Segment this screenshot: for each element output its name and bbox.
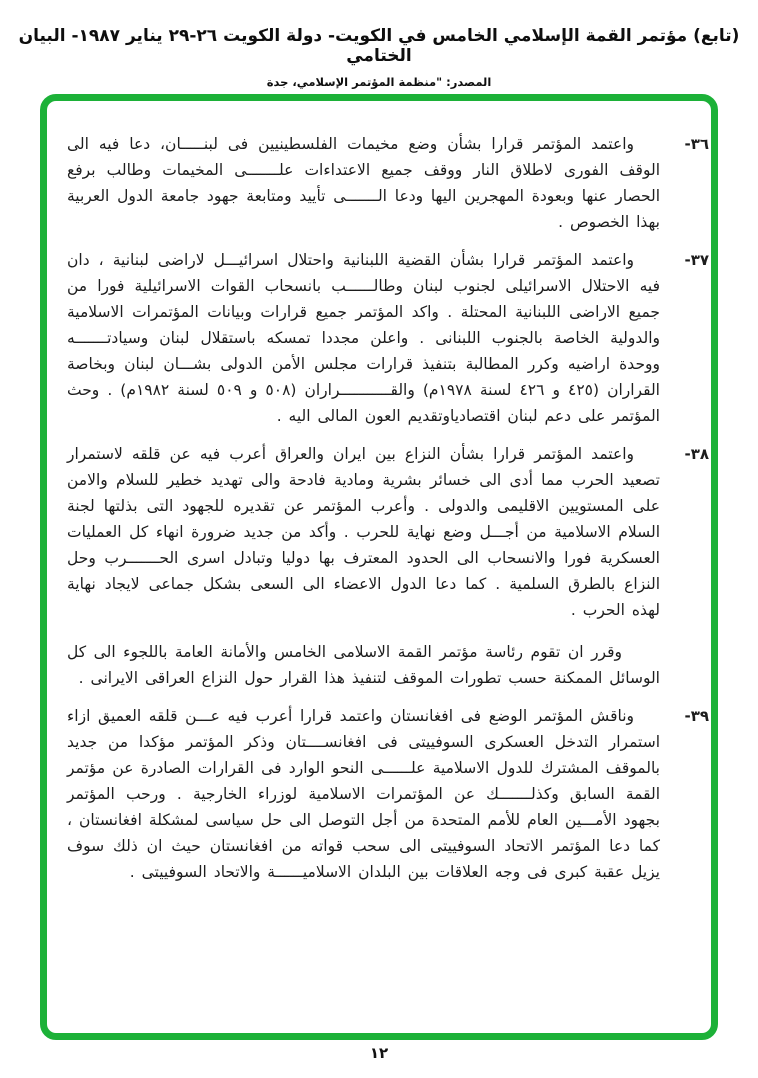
paragraph-39-text: وناقش المؤتمر الوضع فى افغانستان واعتمد قرارا أعرب فيه عـــن قلقه العميق ازاء استمرار التدخل العسكرى السوفييتى فى افغانســــتان وذكر المؤتمر مؤكدا من جديد بالموقف المشترك للدول الاسلامية علــــــى النحو الوارد فى القرارات الصادرة عن مؤتمر القمة السابق وكذلـــــــك عن المؤتمرات الاسلامية لوزراء الخارجية . ورحب المؤتمر بجهود الأمـــين العام للأمم المتحدة من أجل التوصل الى حل سياسى لمشكلة افغانستان ، كما دعا المؤتمر الاتحاد السوفييتى الى سحب قواته من افغانستان حيث ان ذلك سوف يزيل عقبة كبرى فى وجه العلاقات بين البلدان الاسلاميــــــة والاتحاد السوفييتى . [67, 707, 660, 881]
paragraph-38-text: واعتمد المؤتمر قرارا بشأن النزاع بين ايران والعراق أعرب فيه عن قلقه لاستمرار تصعيد الحرب مما أدى الى خسائر بشرية ومادية فادحة والى تهديد خطير للسلام والامن على المستويين الاقليمى والدولى . وأعرب المؤتمر عن تقديره للجهود التى بذلتها لجنة السلام الاسلامية من أجـــل وضع نهاية للحرب . وأكد من جديد ضرورة انهاء كل العمليات العسكرية فورا والانسحاب الى الحدود المعترف بها دوليا وتبادل اسرى الحـــــــرب وحل النزاع بالطرق السلمية . كما دعا الدول الاعضاء الى السعى بشكل جماعى لايجاد نهاية لهذه الحرب . [67, 445, 660, 619]
paragraph-38 [67, 441, 709, 623]
frame-body [47, 101, 711, 885]
paragraph-38-number: ٣٨- [684, 445, 709, 463]
paragraph-38-continuation [67, 639, 660, 691]
document-title: (تابع) مؤتمر القمة الإسلامي الخامس في الكويت- دولة الكويت ٢٦-٢٩ يناير ١٩٨٧- البيان الختامي [18, 26, 740, 66]
document-header [0, 26, 758, 89]
paragraph-37 [67, 247, 709, 429]
paragraph-37-number: ٣٧- [684, 251, 709, 269]
paragraph-37-text: واعتمد المؤتمر قرارا بشأن القضية اللبنانية واحتلال اسرائيـــل لاراضى لبنانية ، دان فيه الاحتلال الاسرائيلى لجنوب لبنان وطالــــــب بانسحاب القوات الاسرائيلية فورا من جميع الاراضى اللبنانية المحتلة . واكد المؤتمر جميع قرارات وبيانات المؤتمرات الاسلامية والدولية الخاصة بالجنوب اللبنانى . واعلن مجددا تمسكه باستقلال لبنان وسيادتـــــــه ووحدة اراضيه وكرر المطالبة بتنفيذ قرارات مجلس الأمن الدولى بشـــان لبنان وبخاصة القراران (٤٢٥ و ٤٢٦ لسنة ١٩٧٨م) والقـــــــــــراران (٥٠٨ و ٥٠٩ لسنة ١٩٨٢م) . وحث المؤتمر على دعم لبنان اقتصادياوتقديم العون المالى اليه . [67, 251, 660, 425]
content-frame [40, 94, 718, 1040]
paragraph-36-text: واعتمد المؤتمر قرارا بشأن وضع مخيمات الفلسطينيين فى لبنـــــان، دعا فيه الى الوقف الفورى لاطلاق النار ووقف جميع الاعتداءات علـــــــى المخيمات وطالب برفع الحصار عنها وبعودة المهجرين اليها ودعا الـــــــى تأييد ومتابعة جهود جامعة الدول العربية بهذا الخصوص . [67, 135, 660, 231]
paragraph-39 [67, 703, 709, 885]
paragraph-39-number: ٣٩- [684, 707, 709, 725]
paragraph-38-continuation-text: وقرر ان تقوم رئاسة مؤتمر القمة الاسلامى الخامس والأمانة العامة باللجوء الى كل الوسائل الممكنة حسب تطورات الموقف لتنفيذ هذا القرار حول النزاع العراقى الايرانى . [67, 643, 660, 687]
paragraph-36-number: ٣٦- [684, 135, 709, 153]
page-number: ١٢ [369, 1044, 389, 1062]
paragraph-36 [67, 131, 709, 235]
source-line: المصدر: "منظمة المؤتمر الإسلامي، جدة [266, 75, 492, 89]
